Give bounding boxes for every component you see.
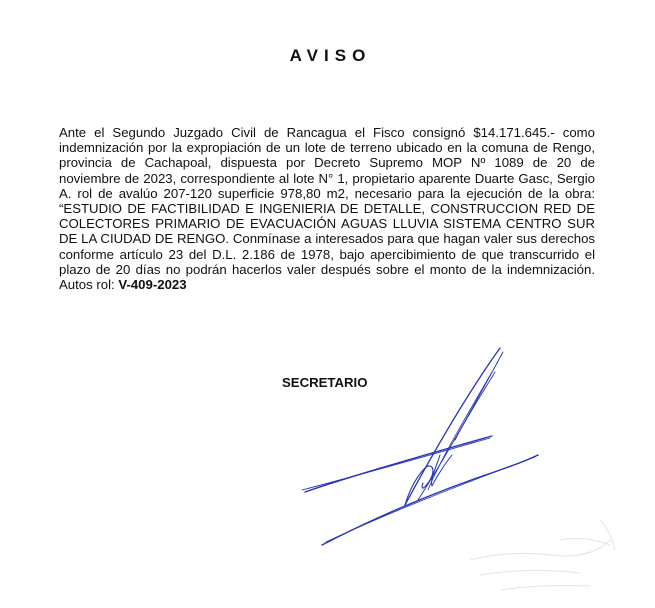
secretary-label: SECRETARIO — [282, 375, 368, 390]
faint-stamp-marks — [470, 520, 615, 590]
notice-body-text: Ante el Segundo Juzgado Civil de Rancagua el Fisco consignó $14.171.645.- como indemnización por la expropiación de un lote de terreno ubicado en la comuna de Rengo, provincia de Cachapoal, dispuesta por Decreto Supremo MOP Nº 1089 de 20 de noviembre de 2023, correspondiente al lote N° 1, propietario aparente Duarte Gasc, Sergio A. rol de avalúo 207-120 superficie 978,80 m2, necesario para la ejecución de la obra: “ESTUDIO DE FACTIBILIDAD E INGENIERIA DE DETALLE, CONSTRUCCION RED DE COLECTORES PRIMARIO DE EVACUACIÓN AGUAS LLUVIA SISTEMA CENTRO SUR DE LA CIUDAD DE RENGO. Conmínase a interesados para que hagan valer sus derechos conforme artículo 23 del D.L. 2.186 de 1978, bajo apercibimiento de que transcurrido el plazo de 20 días no podrán hacerlos valer después sobre el monto de la indemnización. Autos rol: — [59, 125, 595, 293]
notice-body — [59, 125, 595, 292]
notice-title: AVISO — [289, 46, 372, 65]
case-number: V-409-2023 — [118, 277, 187, 293]
